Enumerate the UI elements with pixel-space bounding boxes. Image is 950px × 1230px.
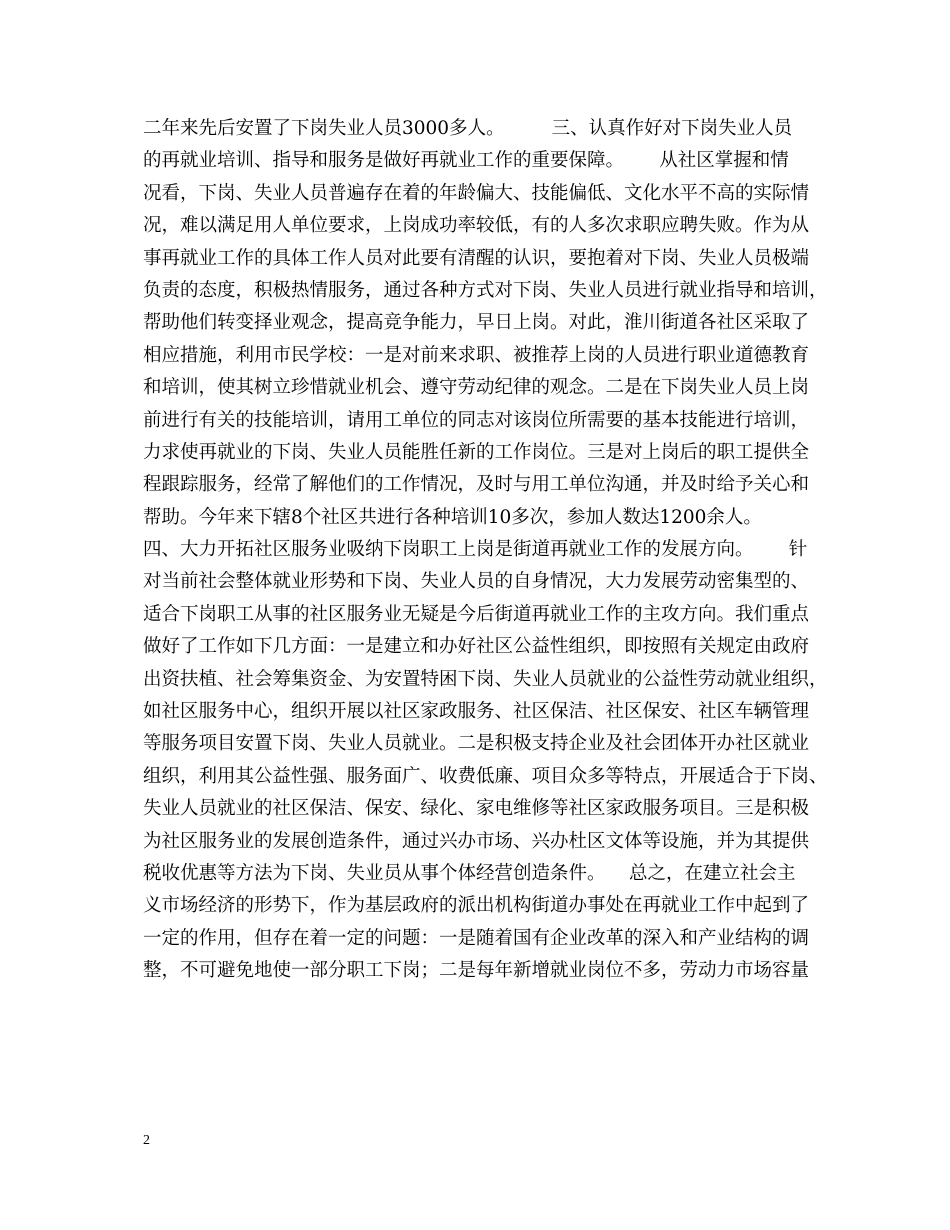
text-line: 一定的作用，但存在着一定的问题：一是随着国有企业改革的深入和产业结构的调 [143, 927, 810, 949]
text-line: 和培训，使其树立珍惜就业机会、遵守劳动纪律的观念。二是在下岗失业人员上岗 [143, 377, 810, 399]
body-text [143, 113, 833, 988]
text-line: 为社区服务业的发展创造条件，通过兴办市场、兴办杜区文体等设施，并为其提供 [143, 830, 810, 852]
text-line: 力求使再就业的下岗、失业人员能胜任新的工作岗位。三是对上岗后的职工提供全 [143, 441, 810, 463]
page-number: 2 [143, 1133, 150, 1148]
text-line: 如社区服务中心，组织开展以社区家政服务、社区保洁、社区保安、社区车辆管理 [143, 701, 810, 723]
text-line: 整，不可避免地使一部分职工下岗；二是每年新增就业岗位不多，劳动力市场容量 [143, 960, 810, 982]
text-line: 前进行有关的技能培训，请用工单位的同志对该岗位所需要的基本技能进行培训， [143, 409, 810, 431]
text-line: 出资扶植、社会筹集资金、为安置特困下岗、失业人员就业的公益性劳动就业组织， [143, 668, 828, 690]
text-line: 相应措施，利用市民学校：一是对前来求职、被推荐上岗的人员进行职业道德教育 [143, 344, 810, 366]
text-line: 程跟踪服务，经常了解他们的工作情况，及时与用工单位沟通，并及时给予关心和 [143, 474, 810, 496]
text-line: 等服务项目安置下岗、失业人员就业。二是积极支持企业及社会团体开办社区就业 [143, 733, 810, 755]
text-line: 负责的态度，积极热情服务，通过各种方式对下岗、失业人员进行就业指导和培训， [143, 279, 828, 301]
text-line: 对当前社会整体就业形势和下岗、失业人员的自身情况，大力发展劳动密集型的、 [143, 571, 810, 593]
text-line: 税收优惠等方法为下岗、失业员从事个体经营创造条件。 总之，在建立社会主 [143, 862, 796, 884]
text-line: 做好了工作如下几方面：一是建立和办好社区公益性组织，即按照有关规定由政府 [143, 636, 810, 658]
text-line: 事再就业工作的具体工作人员对此要有清醒的认识，要抱着对下岗、失业人员极端 [143, 247, 810, 269]
text-line: 二年来先后安置了下岗失业人员3000多人。 三、认真作好对下岗失业人员 [143, 118, 793, 139]
text-line: 况，难以满足用人单位要求，上岗成功率较低，有的人多次求职应聘失败。作为从 [143, 215, 810, 237]
text-line: 帮助。今年来下辖8个社区共进行各种培训10多次，参加人数达1200余人。 [143, 506, 762, 528]
text-line: 义市场经济的形势下，作为基层政府的派出机构街道办事处在再就业工作中起到了 [143, 895, 810, 917]
text-line: 四、大力开拓社区服务业吸纳下岗职工上岗是街道再就业工作的发展方向。 针 [143, 539, 808, 561]
text-line: 适合下岗职工从事的社区服务业无疑是今后街道再就业工作的主攻方向。我们重点 [143, 603, 810, 625]
text-line: 的再就业培训、指导和服务是做好再就业工作的重要保障。 从社区掌握和情 [143, 150, 789, 172]
text-line: 失业人员就业的社区保洁、保安、绿化、家电维修等社区家政服务项目。三是积极 [143, 798, 810, 820]
text-line: 况看，下岗、失业人员普遍存在着的年龄偏大、技能偏低、文化水平不高的实际情 [143, 182, 810, 204]
text-line: 组织，利用其公益性强、服务面广、收费低廉、项目众多等特点，开展适合于下岗、 [143, 765, 828, 787]
text-line: 帮助他们转变择业观念，提高竞争能力，早日上岗。对此，淮川街道各社区采取了 [143, 312, 810, 334]
